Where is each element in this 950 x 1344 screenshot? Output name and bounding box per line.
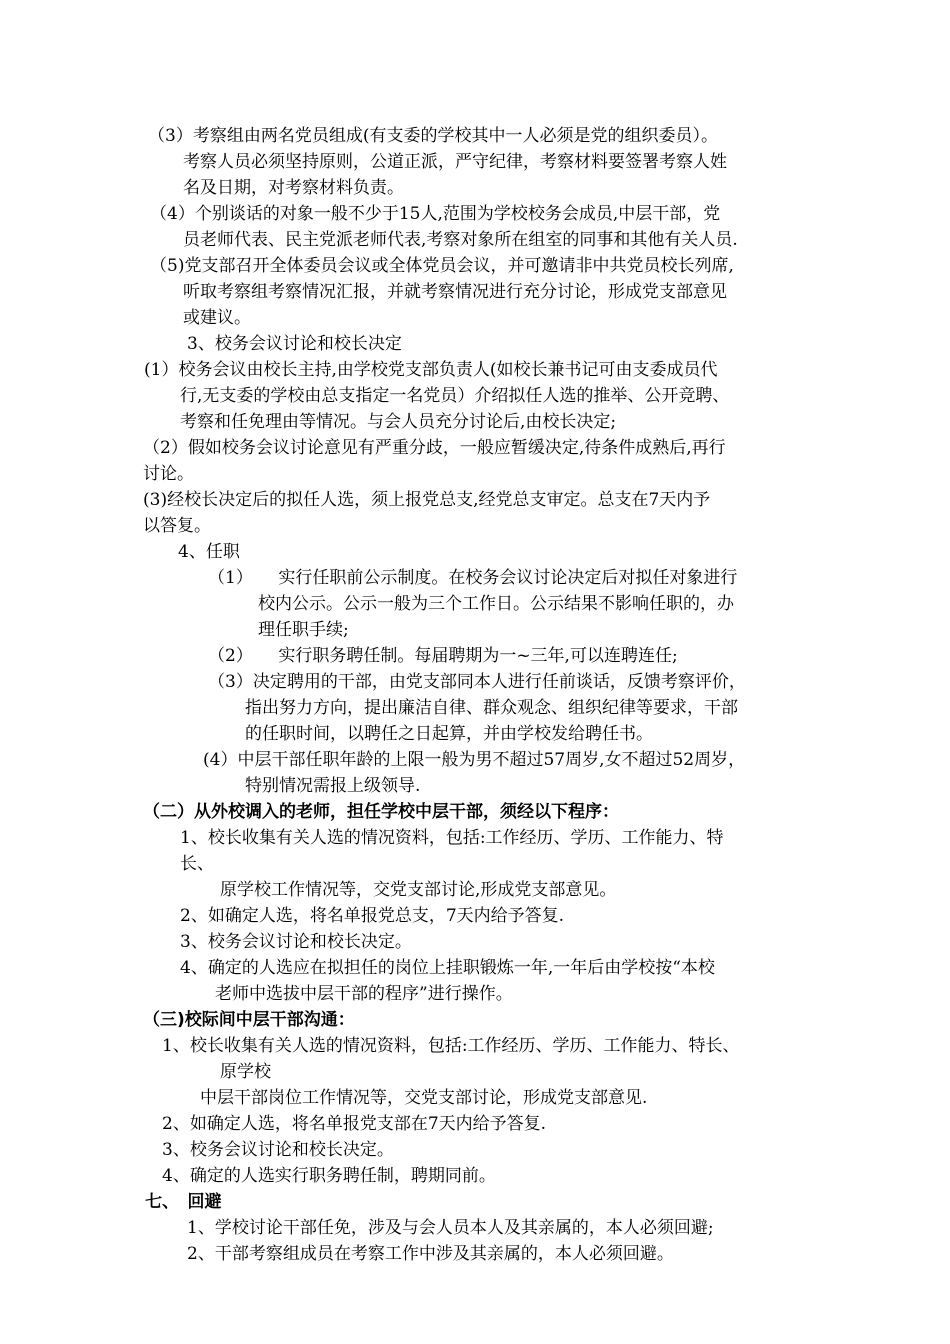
text-line: 讨论。 [143, 464, 194, 484]
text-line: （2） 实行职务聘任制。每届聘期为一~三年,可以连聘连任; [208, 646, 678, 666]
text-line: 考察人员必须坚持原则，公道正派，严守纪律，考察材料要签署考察人姓 [183, 152, 727, 172]
text-line: 行,无支委的学校由总支指定一名党员）介绍拟任人选的推举、公开竞聘、 [180, 386, 730, 406]
text-line: 听取考察组考察情况汇报，并就考察情况进行充分讨论，形成党支部意见 [183, 282, 727, 302]
text-line: 3、校务会议讨论和校长决定 [187, 334, 402, 354]
text-line: 老师中选拔中层干部的程序”进行操作。 [215, 984, 513, 1004]
text-line: 4、确定的人选实行职务聘任制，聘期同前。 [162, 1166, 496, 1186]
text-line: 考察和任免理由等情况。与会人员充分讨论后,由校长决定; [180, 412, 617, 432]
text-line: 理任职手续; [258, 620, 349, 640]
text-line: 2、干部考察组成员在考察工作中涉及其亲属的，本人必须回避。 [187, 1244, 674, 1264]
text-line: （2）假如校务会议讨论意见有严重分歧，一般应暂缓决定,待条件成熟后,再行 [143, 438, 726, 458]
text-line: 2、如确定人选，将名单报党支部在7天内给予答复. [162, 1114, 547, 1134]
text-line: 校内公示。公示一般为三个工作日。公示结果不影响任职的，办 [258, 594, 734, 614]
text-line: 1、学校讨论干部任免，涉及与会人员本人及其亲属的，本人必须回避; [187, 1218, 714, 1238]
text-line: （4）个别谈话的对象一般不少于15人,范围为学校校务会成员,中层干部，党 [150, 204, 721, 224]
text-line: 的任职时间，以聘任之日起算，并由学校发给聘任书。 [245, 724, 653, 744]
text-line: 以答复。 [143, 516, 211, 536]
text-line: 指出努力方向，提出廉洁自律、群众观念、组织纪律等要求，干部 [245, 698, 738, 718]
text-line: 4、任职 [178, 542, 240, 562]
text-line: 中层干部岗位工作情况等，交党支部讨论，形成党支部意见. [200, 1088, 648, 1108]
section-heading: （三)校际间中层干部沟通： [143, 1010, 355, 1030]
text-line: (4）中层干部任职年龄的上限一般为男不超过57周岁,女不超过52周岁， [203, 750, 746, 770]
section-heading: （二）从外校调入的老师，担任学校中层干部，须经以下程序： [143, 802, 619, 822]
text-line: 1、校长收集有关人选的情况资料，包括:工作经历、学历、工作能力、特 [180, 828, 724, 848]
text-line: 名及日期，对考察材料负责。 [183, 178, 404, 198]
text-line: （3）决定聘用的干部，由党支部同本人进行任前谈话，反馈考察评价， [208, 672, 746, 692]
text-line: 长、 [180, 854, 214, 874]
text-line: 2、如确定人选，将名单报党总支，7天内给予答复. [180, 906, 565, 926]
text-line: 3、校务会议讨论和校长决定。 [162, 1140, 394, 1160]
text-line: 特别情况需报上级领导. [245, 776, 421, 796]
section-heading: 七、 回避 [145, 1192, 222, 1212]
text-line: (3)经校长决定后的拟任人选，须上报党总支,经党总支审定。总支在7天内予 [143, 490, 711, 510]
text-line: (1）校务会议由校长主持,由学校党支部负责人(如校长兼书记可由支委成员代 [144, 360, 718, 380]
text-line: 员老师代表、民主党派老师代表,考察对象所在组室的同事和其他有关人员. [183, 230, 738, 250]
text-line: （3）考察组由两名党员组成(有支委的学校其中一人必须是党的组织委员）。 [148, 126, 718, 146]
text-line: 4、确定的人选应在拟担任的岗位上挂职锻炼一年,一年后由学校按“本校 [180, 958, 715, 978]
text-line: 原学校工作情况等，交党支部讨论,形成党支部意见。 [220, 880, 617, 900]
text-line: （1） 实行任职前公示制度。在校务会议讨论决定后对拟任对象进行 [208, 568, 738, 588]
text-line: 或建议。 [183, 308, 251, 328]
text-line: 原学校 [220, 1062, 271, 1082]
text-line: 1、校长收集有关人选的情况资料，包括:工作经历、学历、工作能力、特长、 [162, 1036, 740, 1056]
text-line: 3、校务会议讨论和校长决定。 [180, 932, 412, 952]
text-line: （5)党支部召开全体委员会议或全体党员会议，并可邀请非中共党员校长列席, [150, 256, 734, 276]
